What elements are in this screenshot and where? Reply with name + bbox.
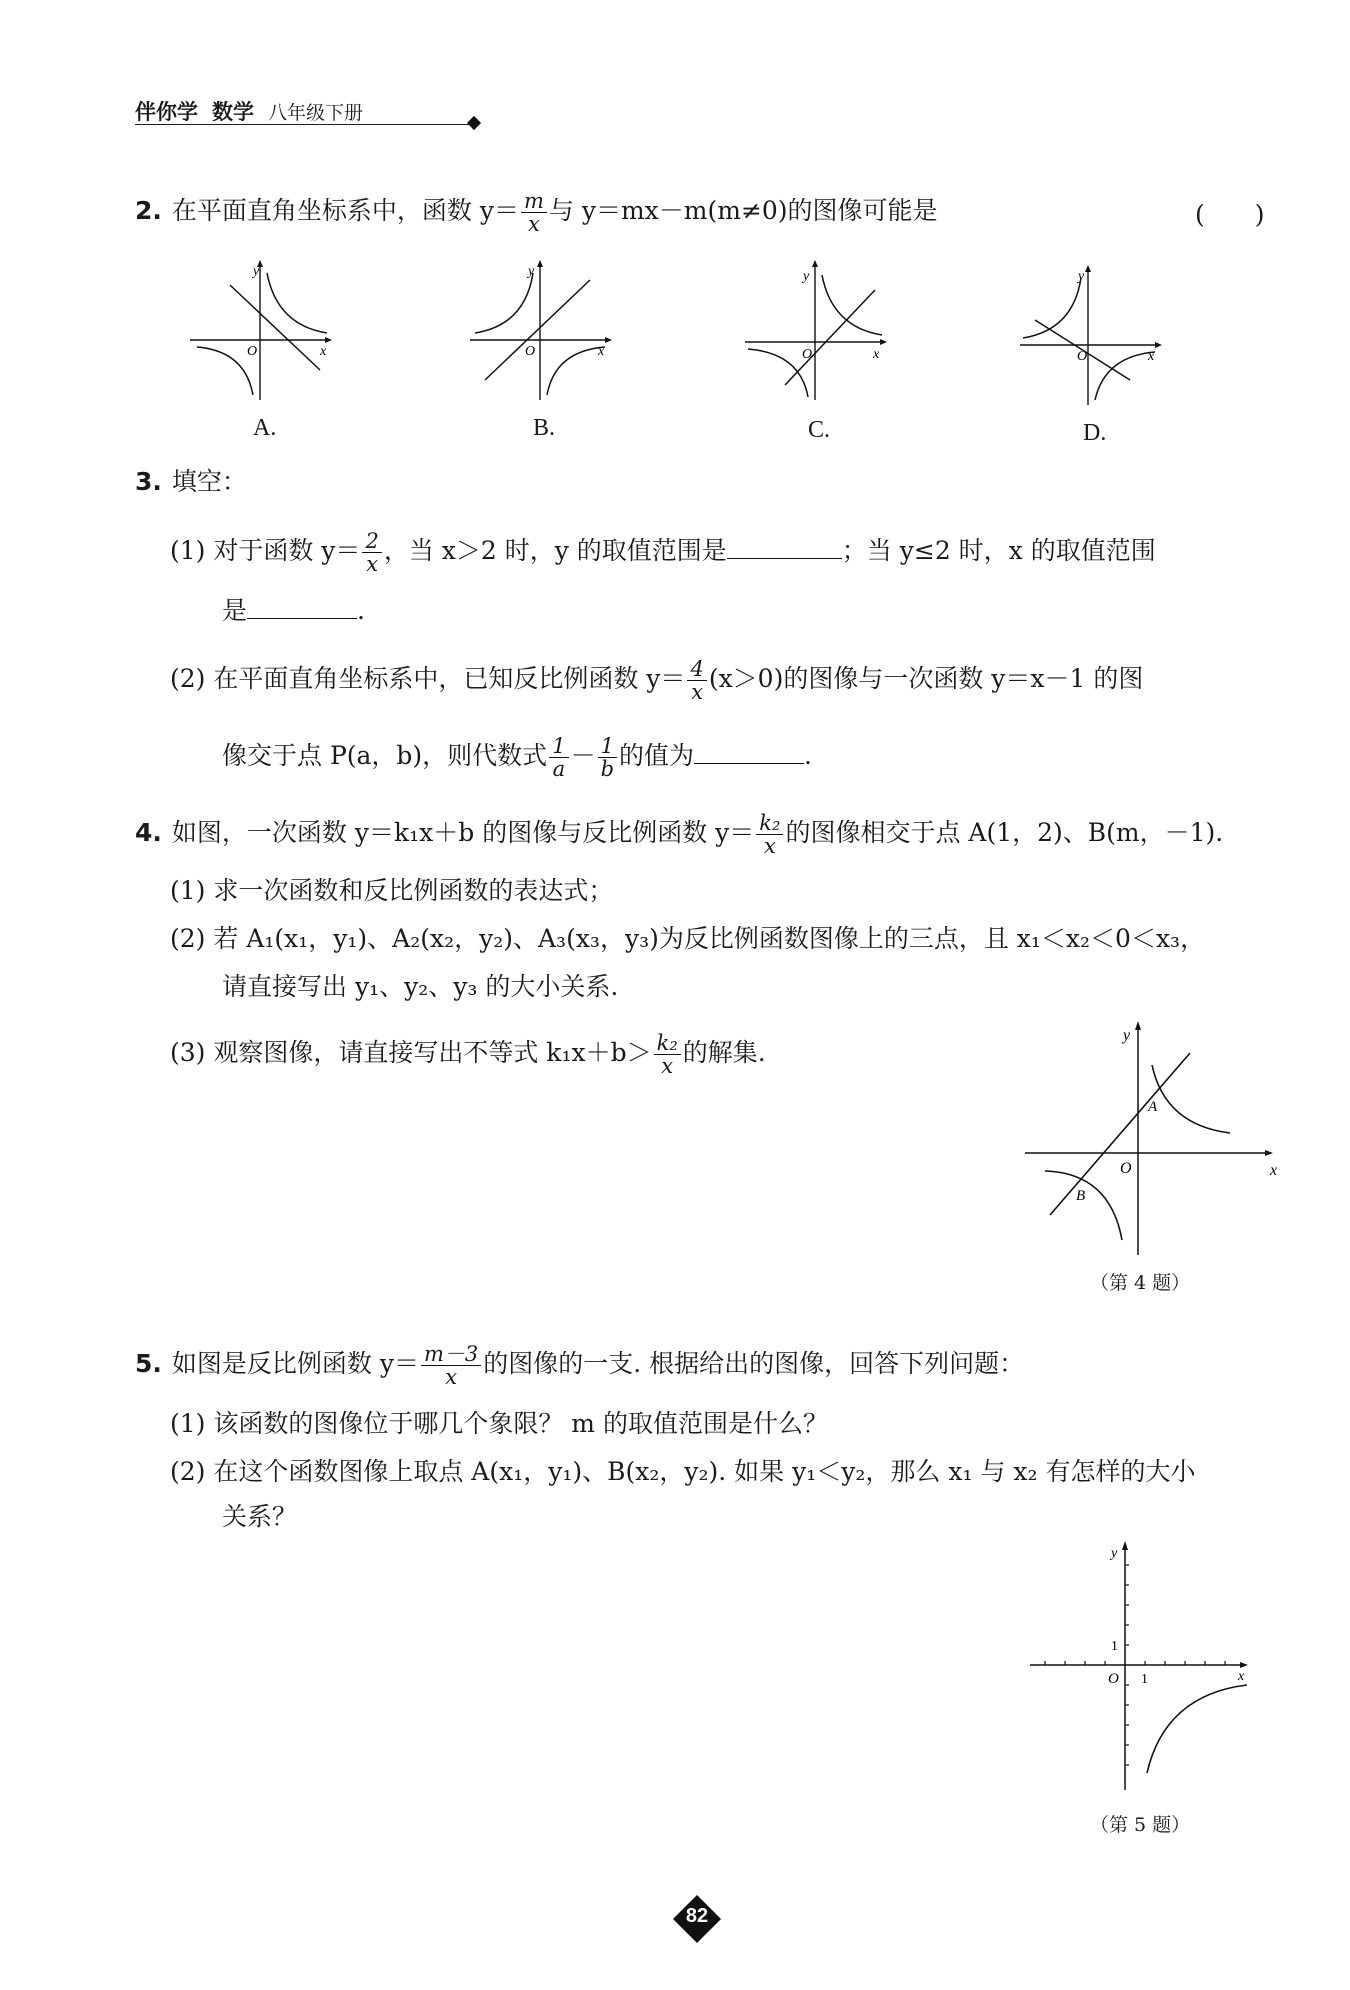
q5-text-b: 的图像的一支. 根据给出的图像，回答下列问题：: [483, 1349, 1025, 1378]
q3p2-frac-1b: [598, 735, 617, 780]
header-diamond-icon: [467, 116, 481, 130]
q3p1-blank-2[interactable]: [247, 592, 357, 619]
q2-graph-a: [185, 255, 335, 405]
svg-text:y: y: [803, 269, 810, 284]
q5-fig-y: y: [1111, 1546, 1118, 1561]
q2-graph-b: [465, 255, 615, 405]
q3p2-blank[interactable]: [694, 737, 804, 764]
q5-number: 5.: [135, 1349, 162, 1378]
q5-fraction: [421, 1343, 481, 1388]
q3p1-fraction: [362, 530, 381, 575]
q3p2-period: .: [804, 741, 812, 770]
q3-part2-line1: [170, 658, 1143, 703]
q2-option-d[interactable]: D.: [1083, 420, 1107, 446]
q4-frac-den: x: [763, 834, 776, 858]
brand: 伴你学: [135, 100, 198, 124]
q4-figure: [1020, 1015, 1280, 1260]
q2-frac-num: m: [521, 190, 547, 213]
q3p2-f2-den: b: [600, 757, 615, 781]
svg-text:x: x: [598, 344, 605, 359]
q3p1-blank-1[interactable]: [727, 532, 842, 559]
q5-part2-line2: 关系？: [222, 1502, 298, 1531]
q3p1-frac-num: 2: [362, 530, 381, 553]
q3-part2-line2: [222, 735, 812, 780]
q4-fig-a: A: [1148, 1099, 1158, 1115]
svg-text:O: O: [802, 347, 813, 362]
q3p2-text-a: (2) 在平面直角坐标系中，已知反比例函数 y＝: [170, 664, 686, 693]
q3-part1-line2: [222, 592, 365, 628]
q4-text-b: 的图像相交于点 A(1，2)、B(m，－1).: [785, 818, 1224, 847]
q3p1-text-d: 是: [222, 596, 248, 625]
page-header: [135, 96, 363, 126]
q5-stem: [135, 1343, 1024, 1388]
q3p2-f1-num: 1: [549, 735, 568, 758]
q4-part1: (1) 求一次函数和反比例函数的表达式；: [170, 876, 614, 905]
q3p1-text-c: ；当 y≤2 时，x 的取值范围: [841, 536, 1156, 565]
q3p2-fraction: [687, 658, 706, 703]
q4p3-text-a: (3) 观察图像，请直接写出不等式 k₁x＋b＞: [170, 1038, 652, 1067]
q2-option-b[interactable]: B.: [533, 415, 556, 441]
q2-stem: [135, 190, 938, 235]
q2-fraction: [521, 190, 547, 235]
svg-text:y: y: [1078, 269, 1085, 284]
q3p2-text-c: 像交于点 P(a，b)，则代数式: [222, 741, 548, 770]
q3p2-f1-den: a: [552, 757, 566, 781]
q4-part2-line2: 请直接写出 y₁、y₂、y₃ 的大小关系.: [222, 972, 619, 1001]
q3-part1-line1: [170, 530, 1156, 575]
q4-part2-line1: (2) 若 A₁(x₁，y₁)、A₂(x₂，y₂)、A₃(x₃，y₃)为反比例函数图像上的三点，且 x₁＜x₂＜0＜x₃，: [170, 924, 1206, 953]
svg-text:x: x: [320, 344, 327, 359]
q3p2-f2-num: 1: [598, 735, 617, 758]
page-number-badge: [673, 1895, 721, 1943]
q4-frac-num: k₂: [756, 812, 783, 835]
q5-caption: （第 5 题）: [1090, 1814, 1191, 1836]
q3-title: 填空：: [171, 467, 247, 496]
q4-fig-o: O: [1120, 1160, 1132, 1177]
svg-text:O: O: [247, 344, 258, 359]
q3p1-frac-den: x: [366, 552, 379, 576]
q4-number: 4.: [135, 818, 162, 847]
q4-fig-b: B: [1076, 1188, 1086, 1204]
q2-frac-den: x: [528, 212, 540, 236]
q3p2-frac-num: 4: [687, 658, 706, 681]
subject: 数学: [212, 100, 254, 124]
q3p2-text-b: (x＞0)的图像与一次函数 y＝x－1 的图: [708, 664, 1144, 693]
q4p3-frac-den: x: [661, 1054, 674, 1078]
q2-number: 2.: [135, 196, 162, 225]
q4-fraction: [756, 812, 783, 857]
q4-caption: （第 4 题）: [1090, 1272, 1191, 1294]
svg-text:O: O: [525, 344, 536, 359]
q4-fig-x: x: [1270, 1162, 1278, 1179]
q5-figure: [1025, 1535, 1265, 1795]
q2-text-b: 与 y＝mx－m(m≠0)的图像可能是: [548, 196, 938, 225]
q3-number: 3.: [135, 467, 162, 496]
q2-graph-c: [740, 255, 890, 405]
grade: 八年级下册: [268, 102, 364, 124]
q5-fig-o: O: [1108, 1671, 1119, 1687]
q3p1-period: .: [357, 596, 365, 625]
q4p3-fraction: [654, 1032, 681, 1077]
svg-text:O: O: [1077, 349, 1088, 364]
q4-fig-y: y: [1123, 1027, 1131, 1044]
q3p1-text-a: (1) 对于函数 y＝: [170, 536, 361, 565]
q2-option-a[interactable]: A.: [253, 415, 277, 441]
q3p2-text-d: 的值为: [619, 741, 695, 770]
svg-text:y: y: [528, 264, 535, 279]
q2-text-a: 在平面直角坐标系中，函数 y＝: [171, 196, 519, 225]
q5-part1: (1) 该函数的图像位于哪几个象限？ m 的取值范围是什么？: [170, 1409, 828, 1438]
q2-option-c[interactable]: C.: [808, 417, 831, 443]
q5-frac-den: x: [445, 1365, 458, 1389]
q3-stem: [135, 465, 247, 499]
q5-fig-x: x: [1238, 1669, 1245, 1684]
q2-answer-bracket: ( ): [1195, 200, 1265, 229]
svg-text:x: x: [1148, 349, 1155, 364]
q4p3-frac-num: k₂: [654, 1032, 681, 1055]
q3p2-minus: －: [570, 741, 596, 770]
svg-text:y: y: [253, 264, 260, 279]
q4p3-text-b: 的解集.: [682, 1038, 766, 1067]
page-number: 82: [685, 1905, 709, 1927]
q5-part2-line1: (2) 在这个函数图像上取点 A(x₁，y₁)、B(x₂，y₂). 如果 y₁＜y₂，那么 x₁ 与 x₂ 有怎样的大小: [170, 1457, 1196, 1486]
q3p1-text-b: ，当 x＞2 时，y 的取值范围是: [383, 536, 727, 565]
q5-frac-num: m－3: [421, 1343, 481, 1366]
q3p2-frac-den: x: [691, 680, 704, 704]
q3p2-frac-1a: [549, 735, 568, 780]
q4-part3: [170, 1032, 766, 1077]
q5-fig-one-x: 1: [1141, 1672, 1148, 1687]
q5-text-a: 如图是反比例函数 y＝: [171, 1349, 419, 1378]
q5-fig-one-y: 1: [1111, 1639, 1118, 1654]
svg-text:x: x: [873, 347, 880, 362]
q4-stem: [135, 812, 1223, 857]
q4-text-a: 如图，一次函数 y＝k₁x＋b 的图像与反比例函数 y＝: [171, 818, 755, 847]
q2-graph-d: [1015, 260, 1165, 410]
header-rule: [135, 124, 475, 125]
